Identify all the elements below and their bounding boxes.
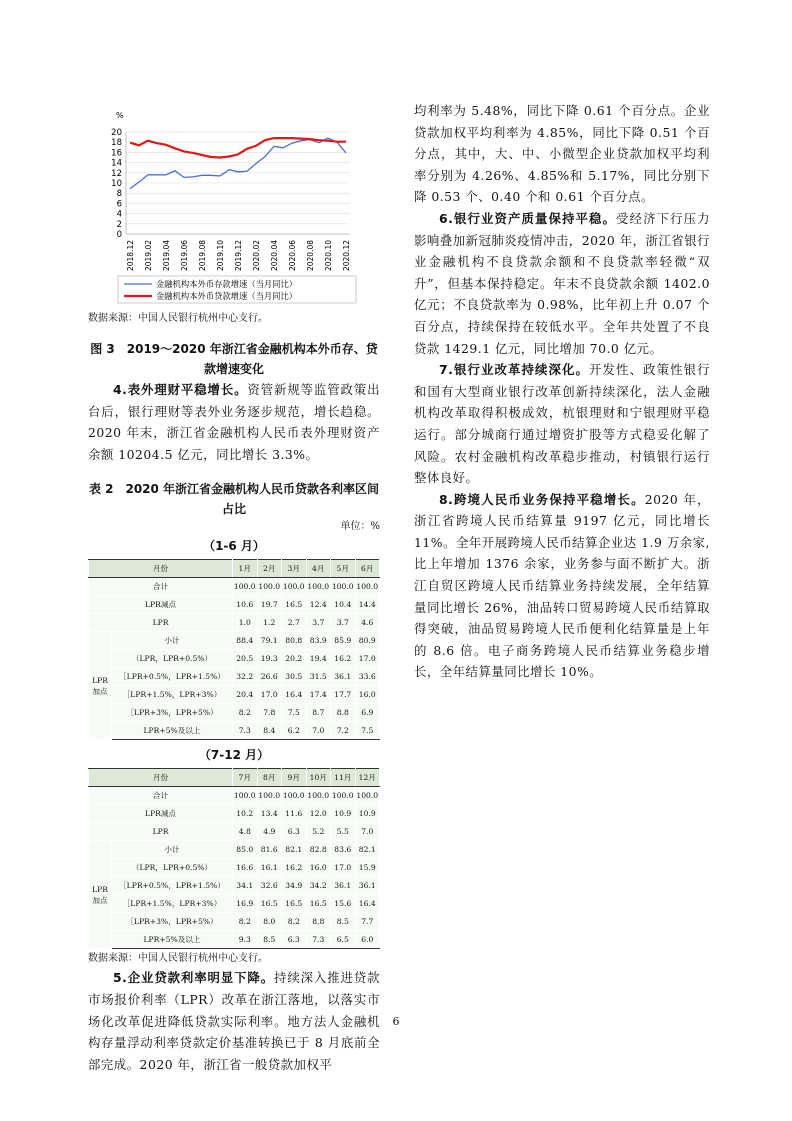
table-cell: 100.0 (282, 787, 307, 805)
row-label: ［LPR+3%，LPR+5%） (112, 913, 233, 931)
table-cell: 17.0 (355, 650, 380, 668)
table-cell: 7.2 (331, 722, 356, 740)
table-cell: 33.6 (355, 668, 380, 686)
month-col-header: 10月 (306, 769, 331, 787)
table-row (89, 668, 380, 686)
x-tick-label: 2018.12 (126, 240, 135, 272)
row-label: LPR (89, 823, 233, 841)
left-column (88, 100, 380, 1075)
lpr-plus-group-label: LPR加点 (89, 632, 112, 740)
table-cell: 5.2 (306, 823, 331, 841)
table-cell: 36.1 (331, 668, 356, 686)
table-cell: 80.9 (355, 632, 380, 650)
right-column (414, 100, 710, 683)
table-cell: 31.5 (306, 668, 331, 686)
x-tick-label: 2019.08 (198, 240, 207, 272)
table-row (89, 650, 380, 668)
table-cell: 100.0 (355, 578, 380, 596)
table-cell: 85.9 (331, 632, 356, 650)
line-chart (88, 100, 380, 305)
row-label: ［LPR+3%，LPR+5%） (112, 704, 233, 722)
table-cell: 20.4 (233, 686, 258, 704)
table-cell: 10.2 (233, 805, 258, 823)
y-unit-label: % (116, 111, 124, 120)
table-cell: 12.0 (306, 805, 331, 823)
table-cell: 83.6 (331, 841, 356, 859)
table-cell: 7.0 (306, 722, 331, 740)
table-cell: 82.8 (306, 841, 331, 859)
table-cell: 8.7 (306, 704, 331, 722)
table-row (89, 859, 380, 877)
table-cell: 34.1 (233, 877, 258, 895)
table-h1-title: （1-6 月） (203, 539, 265, 554)
table-cell: 15.6 (331, 895, 356, 913)
header-row (89, 769, 380, 787)
row-label: 合计 (89, 578, 233, 596)
table-cell: 1.2 (257, 614, 282, 632)
table-cell: 3.7 (306, 614, 331, 632)
table-cell: 7.5 (282, 704, 307, 722)
x-tick-label: 2020.06 (288, 240, 297, 272)
table-cell: 5.5 (331, 823, 356, 841)
y-tick-label: 20 (111, 128, 122, 138)
section-8-heading: 8.跨境人民币业务保持平稳增长。 (439, 491, 645, 507)
table-cell: 7.3 (306, 931, 331, 949)
row-label: LPR (89, 614, 233, 632)
row-label: （LPR，LPR+0.5%） (112, 859, 233, 877)
section-4-body: 资管新规等监管政策出台后，银行理财等表外业务逐步规范，增长趋稳。2020 年末，浙江省金融机构人民币表外理财资产余额 10204.5 亿元，同比增长 3.3%。 (88, 382, 380, 462)
table-cell: 100.0 (306, 578, 331, 596)
row-label: （LPR，LPR+0.5%） (112, 650, 233, 668)
table-cell: 32.2 (233, 668, 258, 686)
table-cell: 6.3 (282, 823, 307, 841)
section-5-continued: 均利率为 5.48%，同比下降 0.61 个百分点。企业贷款加权平均利率为 4.85%，同比下降 0.51 个百分点，其中，大、中、小微型企业贷款加权平均利率分别为 4.26%、4.85%和 5.17%，同比分别下降 0.53 个、0.40 个和 0.61 个百分点。 (414, 103, 710, 205)
row-label: 小计 (112, 841, 233, 859)
header-row (89, 560, 380, 578)
table-row (89, 877, 380, 895)
x-tick-label: 2019.02 (144, 240, 153, 272)
legend-label: 金融机构本外币贷款增速（当月同比） (156, 291, 298, 301)
table-cell: 100.0 (331, 578, 356, 596)
rate-table-h2 (88, 768, 380, 949)
page-number: 6 (392, 1015, 400, 1028)
month-header: 月份 (89, 560, 233, 578)
row-label: ［LPR+1.5%，LPR+3%） (112, 686, 233, 704)
section-4-heading: 4.表外理财平稳增长。 (113, 382, 248, 397)
table-row (89, 805, 380, 823)
table-cell: 1.0 (233, 614, 258, 632)
row-label: 小计 (112, 632, 233, 650)
table-cell: 8.5 (331, 913, 356, 931)
table-cell: 82.1 (282, 841, 307, 859)
section-7-body: 开发性、政策性银行和国有大型商业银行改革创新持续深化，法人金融机构改革取得积极成效，杭银理财和宁银理财平稳运行。部分城商行通过增资扩股等方式稳妥化解了风险。农村金融机构改革稳步推动，村镇银行运行整体良好。 (414, 362, 710, 486)
table-cell: 81.6 (257, 841, 282, 859)
table-cell: 3.7 (331, 614, 356, 632)
table-cell: 19.7 (257, 596, 282, 614)
table-cell: 8.8 (331, 704, 356, 722)
table-cell: 4.6 (355, 614, 380, 632)
table-cell: 100.0 (331, 787, 356, 805)
table-cell: 32.6 (257, 877, 282, 895)
y-tick-label: 6 (116, 199, 122, 210)
section-7-paragraph (414, 359, 710, 489)
table-row (89, 686, 380, 704)
table-cell: 82.1 (355, 841, 380, 859)
x-tick-label: 2019.04 (162, 240, 171, 272)
y-tick-label: 14 (111, 158, 122, 169)
table-cell: 100.0 (306, 787, 331, 805)
table-cell: 100.0 (355, 787, 380, 805)
table-cell: 100.0 (257, 578, 282, 596)
table-cell: 16.1 (257, 859, 282, 877)
table-cell: 17.7 (331, 686, 356, 704)
table-cell: 6.0 (355, 931, 380, 949)
table-cell: 16.0 (355, 686, 380, 704)
deposit-loan-growth-chart (88, 100, 380, 309)
table-cell: 16.2 (282, 859, 307, 877)
y-tick-label: 2 (116, 219, 122, 230)
y-tick-label: 16 (111, 148, 122, 159)
month-col-header: 12月 (355, 769, 380, 787)
y-tick-label: 18 (111, 138, 122, 149)
table-cell: 26.6 (257, 668, 282, 686)
table-header (89, 560, 380, 578)
table-cell: 16.0 (306, 859, 331, 877)
table-cell: 79.1 (257, 632, 282, 650)
x-tick-label: 2020.10 (324, 240, 333, 272)
section-8-body: 2020 年，浙江省跨境人民币结算量 9197 亿元，同比增长 11%。全年开展跨境人民币结算企业达 1.9 万余家,比上年增加 1376 余家，业务参与面不断扩大。浙江自贸区跨境人民币结算业务持续发展，全年结算量同比增长 26%，油品转口贸易跨境人民币结算取得突破，油品贸易跨境人民币便利化结算量是上年的 8.6 倍。电子商务跨境人民币结算业务稳步增长，全年结算量同比增长 10%。 (414, 491, 710, 680)
table-cell: 10.6 (233, 596, 258, 614)
table-cell: 12.4 (306, 596, 331, 614)
row-label: LPR减点 (89, 596, 233, 614)
table-cell: 7.7 (355, 913, 380, 931)
y-tick-label: 0 (116, 230, 122, 240)
row-label: LPR+5%及以上 (112, 722, 233, 740)
table-cell: 100.0 (233, 578, 258, 596)
table-cell: 83.9 (306, 632, 331, 650)
month-col-header: 6月 (355, 560, 380, 578)
table-row (89, 931, 380, 949)
lpr-plus-group-label: LPR加点 (89, 841, 112, 949)
table-cell: 4.8 (233, 823, 258, 841)
table-cell: 15.9 (355, 859, 380, 877)
table-cell: 8.5 (257, 931, 282, 949)
row-label: LPR减点 (89, 805, 233, 823)
table-cell: 17.0 (331, 859, 356, 877)
table-cell: 34.9 (282, 877, 307, 895)
table-body (89, 578, 380, 740)
table-cell: 16.4 (355, 895, 380, 913)
section-6-body: 受经济下行压力影响叠加新冠肺炎疫情冲击，2020 年，浙江省银行业金融机构不良贷款余额和不良贷款率轻微“双升”，但基本保持稳定。年末不良贷款余额 1402.0 亿元；不良贷款率为 0.98%，比年初上升 0.07 个百分点，持续保持在较低水平。全年共处置了不良贷款 1429.1 亿元，同比增加 70.0 亿元。 (414, 210, 710, 356)
table-cell: 16.6 (233, 859, 258, 877)
table-cell: 100.0 (282, 578, 307, 596)
section-4-paragraph (88, 379, 380, 465)
table-row (89, 704, 380, 722)
chart-source: 数据来源：中国人民银行杭州中心支行。 (88, 313, 268, 324)
table-cell: 16.9 (233, 895, 258, 913)
month-col-header: 9月 (282, 769, 307, 787)
table-cell: 13.4 (257, 805, 282, 823)
month-header: 月份 (89, 769, 233, 787)
section-8-paragraph (414, 489, 710, 683)
table-body (89, 787, 380, 949)
table-cell: 6.3 (282, 931, 307, 949)
section-6-paragraph (414, 208, 710, 359)
table-row (89, 632, 380, 650)
row-label: ［LPR+1.5%，LPR+3%） (112, 895, 233, 913)
y-tick-label: 10 (111, 179, 122, 189)
month-col-header: 2月 (257, 560, 282, 578)
row-label: LPR+5%及以上 (112, 931, 233, 949)
x-tick-label: 2019.06 (180, 240, 189, 272)
table-cell: 17.0 (257, 686, 282, 704)
table-cell: 6.9 (355, 704, 380, 722)
table-cell: 88.4 (233, 632, 258, 650)
x-tick-label: 2019.12 (234, 240, 243, 272)
table-cell: 36.1 (355, 877, 380, 895)
table-cell: 100.0 (233, 787, 258, 805)
table-cell: 16.5 (282, 895, 307, 913)
figure-title: 图 3 2019～2020 年浙江省金融机构本外币存、贷款增速变化 (90, 342, 378, 376)
table-row (89, 614, 380, 632)
table-cell: 30.5 (282, 668, 307, 686)
section-6-heading: 6.银行业资产质量保持平稳。 (439, 210, 617, 226)
table-cell: 7.0 (355, 823, 380, 841)
table-header (89, 769, 380, 787)
table-row (89, 596, 380, 614)
table-cell: 16.2 (331, 650, 356, 668)
table-cell: 8.2 (282, 913, 307, 931)
legend-label: 金融机构本外币存款增速（当月同比） (156, 279, 298, 289)
table-cell: 9.3 (233, 931, 258, 949)
month-col-header: 7月 (233, 769, 258, 787)
table-title: 表 2 2020 年浙江省金融机构人民币贷款各利率区间占比 (88, 482, 380, 517)
table-cell: 6.2 (282, 722, 307, 740)
table-row (89, 578, 380, 596)
table-cell: 34.2 (306, 877, 331, 895)
y-tick-label: 12 (111, 168, 122, 179)
table-cell: 8.0 (257, 913, 282, 931)
rate-table-h1 (88, 559, 380, 740)
x-tick-label: 2020.04 (270, 240, 279, 272)
table-cell: 19.4 (306, 650, 331, 668)
table-h2-title: （7-12 月） (198, 748, 270, 763)
section-5-body: 持续深入推进贷款市场报价利率（LPR）改革在浙江落地，以落实市场化改革促进降低贷款实际利率。地方法人金融机构存量浮动利率贷款定价基准转换已于 8 月底前全部完成。2020 年，浙江省一般贷款加权平 (88, 970, 380, 1072)
section-7-heading: 7.银行业改革持续深化。 (439, 362, 590, 378)
table-cell: 7.5 (355, 722, 380, 740)
table-cell: 80.8 (282, 632, 307, 650)
table-cell: 8.2 (233, 913, 258, 931)
table-cell: 7.3 (233, 722, 258, 740)
x-tick-label: 2020.08 (306, 240, 315, 272)
table-cell: 7.8 (257, 704, 282, 722)
table-cell: 19.3 (257, 650, 282, 668)
table-row (89, 787, 380, 805)
y-tick-label: 8 (116, 189, 122, 200)
table-cell: 17.4 (306, 686, 331, 704)
table-cell: 20.5 (233, 650, 258, 668)
table-cell: 16.5 (282, 596, 307, 614)
row-label: ［LPR+0.5%，LPR+1.5%） (112, 877, 233, 895)
x-tick-label: 2020.02 (252, 240, 261, 272)
table-unit: 单位：% (340, 521, 380, 533)
month-col-header: 4月 (306, 560, 331, 578)
month-col-header: 8月 (257, 769, 282, 787)
month-col-header: 1月 (233, 560, 258, 578)
row-label: ［LPR+0.5%，LPR+1.5%） (112, 668, 233, 686)
deposit-growth-line (130, 138, 346, 189)
table-cell: 8.2 (233, 704, 258, 722)
y-tick-label: 4 (116, 209, 122, 220)
month-col-header: 3月 (282, 560, 307, 578)
table-cell: 85.0 (233, 841, 258, 859)
table-row (89, 913, 380, 931)
table-cell: 100.0 (257, 787, 282, 805)
table-cell: 36.1 (331, 877, 356, 895)
table-source: 数据来源：中国人民银行杭州中心支行。 (88, 953, 268, 965)
row-label: 合计 (89, 787, 233, 805)
table-cell: 6.5 (331, 931, 356, 949)
x-tick-label: 2019.10 (216, 240, 225, 272)
table-row (89, 823, 380, 841)
month-col-header: 5月 (331, 560, 356, 578)
table-cell: 14.4 (355, 596, 380, 614)
table-cell: 10.4 (331, 596, 356, 614)
section-5-heading: 5.企业贷款利率明显下降。 (113, 970, 275, 986)
table-row (89, 722, 380, 740)
table-row (89, 841, 380, 859)
table-cell: 2.7 (282, 614, 307, 632)
month-col-header: 11月 (331, 769, 356, 787)
table-cell: 16.4 (282, 686, 307, 704)
x-tick-label: 2020.12 (342, 240, 351, 272)
table-cell: 10.9 (355, 805, 380, 823)
table-cell: 16.5 (257, 895, 282, 913)
table-cell: 4.9 (257, 823, 282, 841)
table-cell: 11.6 (282, 805, 307, 823)
table-cell: 20.2 (282, 650, 307, 668)
table-cell: 16.5 (306, 895, 331, 913)
table-cell: 8.8 (306, 913, 331, 931)
table-cell: 8.4 (257, 722, 282, 740)
table-cell: 10.9 (331, 805, 356, 823)
table-row (89, 895, 380, 913)
